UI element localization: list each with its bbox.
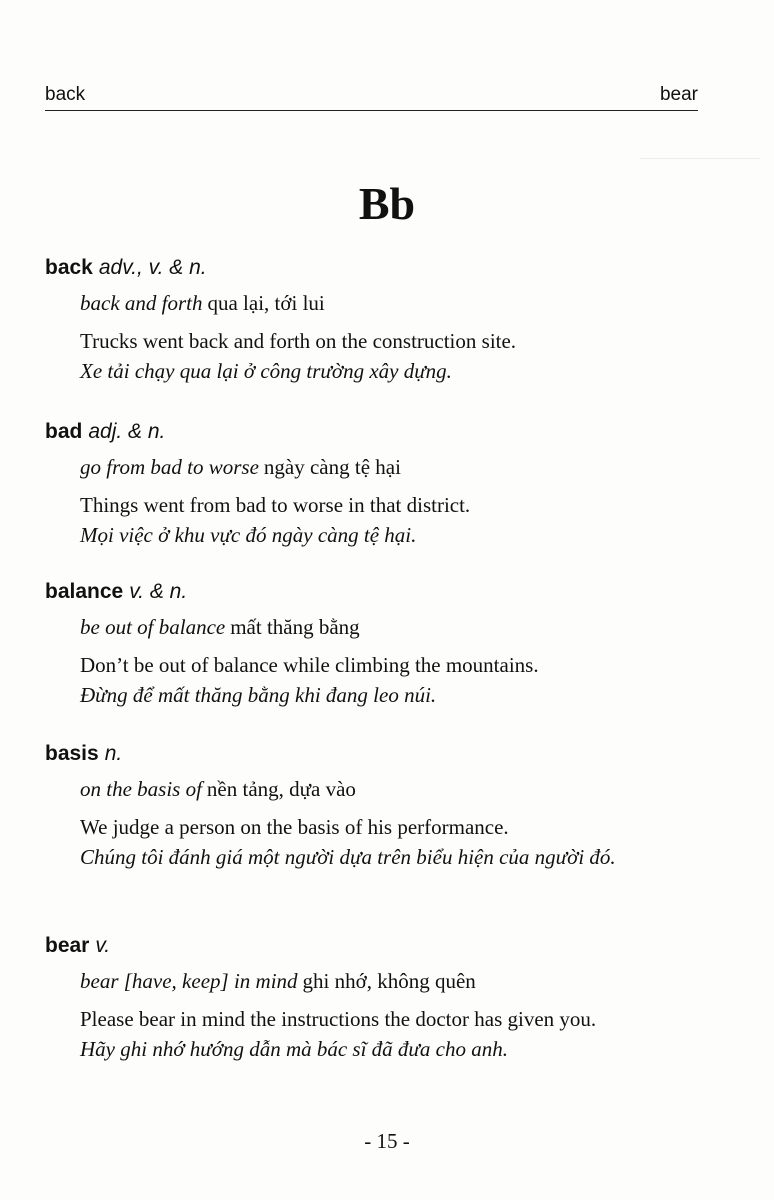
part-of-speech: v. & n. bbox=[129, 580, 188, 603]
headword: bear bbox=[45, 934, 90, 957]
entry-headword-line bbox=[45, 418, 705, 446]
dictionary-entry bbox=[45, 578, 705, 710]
dictionary-entry bbox=[45, 932, 705, 1064]
dictionary-entry bbox=[45, 254, 705, 386]
example-sentence: Don’t be out of balance while climbing the mountains. bbox=[80, 653, 539, 677]
example-sentence: Trucks went back and forth on the construction site. bbox=[80, 329, 517, 353]
idiom-phrase: go from bad to worse bbox=[80, 455, 259, 479]
section-letter-heading: Bb bbox=[358, 178, 416, 229]
example-translation: Mọi việc ở khu vực đó ngày càng tệ hại. bbox=[80, 523, 417, 547]
example-translation: Chúng tôi đánh giá một người dựa trên biểu hiện của người đó. bbox=[80, 845, 616, 869]
idiom-meaning: ghi nhớ, không quên bbox=[302, 969, 476, 993]
entry-headword-line bbox=[45, 740, 705, 768]
headword: back bbox=[45, 256, 93, 279]
idiom-meaning: qua lại, tới lui bbox=[207, 291, 325, 315]
example-translation: Xe tải chạy qua lại ở công trường xây dựng. bbox=[80, 359, 452, 383]
part-of-speech: v. bbox=[95, 934, 111, 957]
idiom-meaning: ngày càng tệ hại bbox=[263, 455, 401, 479]
headword: bad bbox=[45, 420, 83, 443]
example-sentence: Things went from bad to worse in that district. bbox=[80, 493, 471, 517]
running-head-last-word: bear bbox=[659, 84, 698, 105]
running-head-first-word: back bbox=[45, 84, 86, 105]
idiom-phrase: on the basis of bbox=[80, 777, 202, 801]
idiom-meaning: nền tảng, dựa vào bbox=[206, 777, 356, 801]
headword: balance bbox=[45, 580, 124, 603]
headword: basis bbox=[45, 742, 99, 765]
idiom-meaning: mất thăng bằng bbox=[230, 615, 360, 639]
dictionary-entry bbox=[45, 418, 705, 550]
dictionary-entry bbox=[45, 740, 705, 872]
idiom-line bbox=[80, 966, 705, 996]
part-of-speech: adv., v. & n. bbox=[98, 256, 207, 279]
idiom-line bbox=[80, 612, 705, 642]
reverse-side-bleed-through bbox=[640, 118, 760, 1018]
page-number: - 15 - bbox=[364, 1129, 410, 1153]
example-sentence: Please bear in mind the instructions the doctor has given you. bbox=[80, 1007, 597, 1031]
idiom-phrase: be out of balance bbox=[80, 615, 226, 639]
idiom-phrase: bear [have, keep] in mind bbox=[80, 969, 298, 993]
entry-headword-line bbox=[45, 932, 705, 960]
example-translation: Đừng để mất thăng bằng khi đang leo núi. bbox=[80, 683, 437, 707]
example-sentence: We judge a person on the basis of his performance. bbox=[80, 815, 509, 839]
idiom-line bbox=[80, 452, 705, 482]
part-of-speech: n. bbox=[104, 742, 123, 765]
idiom-line bbox=[80, 288, 705, 318]
part-of-speech: adj. & n. bbox=[88, 420, 166, 443]
example-translation: Hãy ghi nhớ hướng dẫn mà bác sĩ đã đưa cho anh. bbox=[80, 1037, 508, 1061]
entry-headword-line bbox=[45, 578, 705, 606]
idiom-line bbox=[80, 774, 705, 804]
entry-headword-line bbox=[45, 254, 705, 282]
running-head bbox=[45, 84, 698, 111]
idiom-phrase: back and forth bbox=[80, 291, 203, 315]
